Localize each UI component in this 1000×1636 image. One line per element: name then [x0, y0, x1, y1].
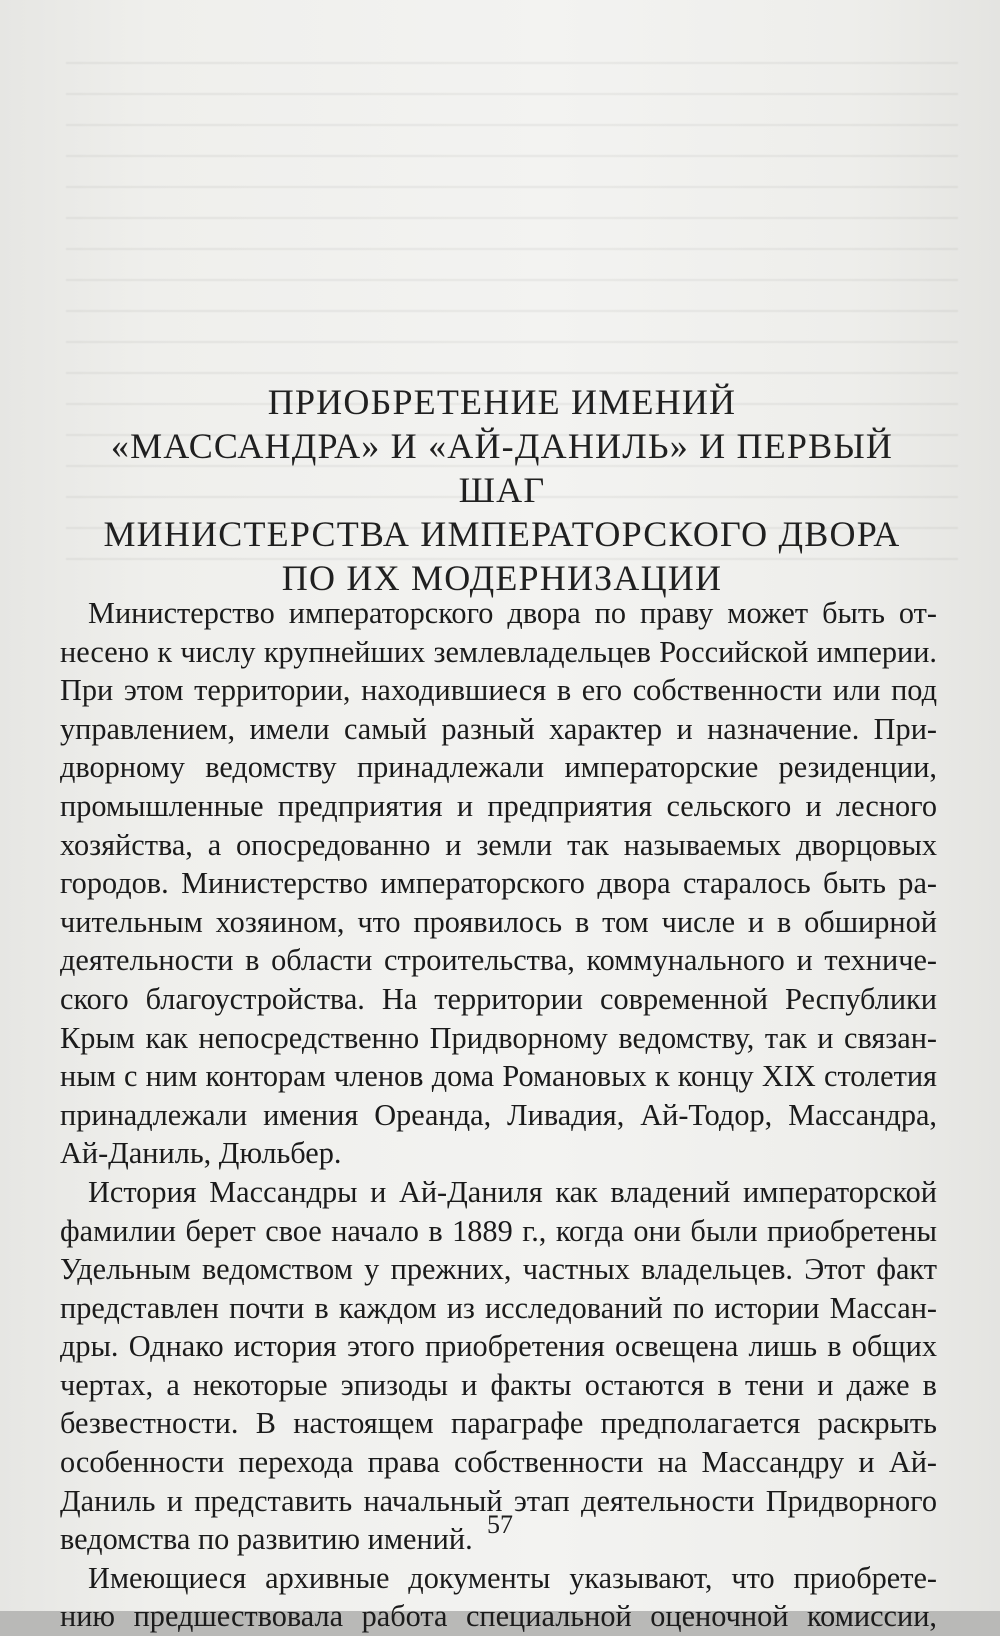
text-line: деятельности в области строительства, коммунального и техниче- — [60, 943, 937, 978]
text-line: История Массандры и Ай-Даниля как владений императорской — [88, 1174, 937, 1209]
paragraph-2 — [60, 1173, 937, 1559]
text-line: чительным хозяином, что проявилось в том числе и в обширной — [60, 904, 937, 939]
text-line: ным с ним конторам членов дома Романовых к концу XIX столетия — [60, 1059, 937, 1094]
text-line: городов. Министерство императорского двора старалось быть ра- — [60, 866, 937, 901]
text-line: хозяйства, а опосредованно и земли так называемых дворцовых — [60, 827, 937, 862]
text-line: дворному ведомству принадлежали императорские резиденции, — [60, 750, 937, 785]
text-line: Ай-Даниль, Дюльбер. — [60, 1136, 342, 1171]
title-line: МИНИСТЕРСТВА ИМПЕРАТОРСКОГО ДВОРА — [103, 514, 901, 554]
text-line: ведомства по развитию имений. — [60, 1522, 473, 1557]
text-line: безвестности. В настоящем параграфе предполагается раскрыть — [60, 1406, 937, 1441]
text-line: дры. Однако история этого приобретения освещена лишь в общих — [60, 1329, 937, 1364]
text-line: нию предшествовала работа специальной оценочной комиссии, — [60, 1599, 937, 1634]
body-text — [60, 594, 937, 1636]
text-line: Удельным ведомством у прежних, частных владельцев. Этот факт — [60, 1252, 937, 1287]
text-line: Даниль и представить начальный этап деятельности Придворного — [60, 1483, 937, 1518]
text-line: несено к числу крупнейших землевладельцев Российской империи. — [60, 634, 937, 669]
paragraph-3 — [60, 1559, 937, 1636]
text-line: представлен почти в каждом из исследований по истории Массан- — [60, 1290, 937, 1325]
text-line: особенности перехода права собственности на Массандру и Ай- — [60, 1445, 937, 1480]
text-line: Крым как непосредственно Придворному ведомству, так и связан- — [60, 1020, 937, 1055]
text-line: промышленные предприятия и предприятия сельского и лесного — [60, 788, 937, 823]
title-line: «МАССАНДРА» И «АЙ-ДАНИЛЬ» И ПЕРВЫЙ ШАГ — [110, 426, 894, 510]
text-line: управлением, имели самый разный характер и назначение. При- — [60, 711, 937, 746]
text-line: фамилии берет свое начало в 1889 г., когда они были приобретены — [60, 1213, 937, 1248]
paragraph-1 — [60, 594, 937, 1173]
text-line: Имеющиеся архивные документы указывают, что приобрете- — [88, 1560, 937, 1595]
text-line: Министерство императорского двора по праву может быть от- — [88, 596, 937, 630]
text-line: ского благоустройства. На территории современной Республики — [60, 981, 937, 1016]
chapter-title — [78, 380, 926, 600]
title-line: ПО ИХ МОДЕРНИЗАЦИИ — [281, 558, 723, 598]
page-number: 57 — [487, 1510, 513, 1539]
text-line: При этом территории, находившиеся в его собственности или под — [60, 673, 937, 708]
text-line: чертах, а некоторые эпизоды и факты остаются в тени и даже в — [60, 1367, 937, 1402]
title-line: ПРИОБРЕТЕНИЕ ИМЕНИЙ — [267, 382, 737, 422]
text-line: принадлежали имения Ореанда, Ливадия, Ай-Тодор, Массандра, — [60, 1097, 937, 1132]
